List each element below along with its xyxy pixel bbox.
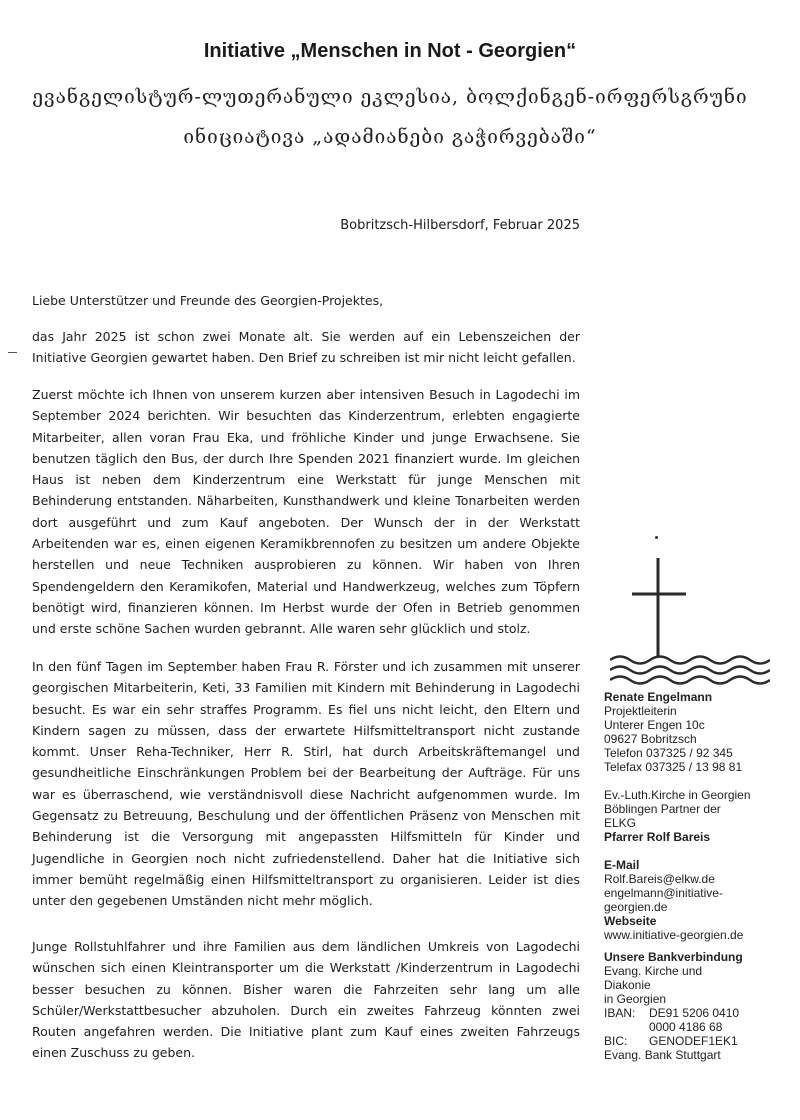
paragraph-families-text: In den fünf Tagen im September haben Frau R. Förster und ich zusammen mit unserer georgischen Mitarbeiterin, Keti, 33 Familien mit Kindern mit Behinderung in Lagodechi besucht. Es war ein sehr straffes Programm. Es fiel uns nicht leicht, den Eltern und Kindern sagen zu müssen, dass der erwartete Hilfsmitteltransport nicht zustande kommt. Unser Reha-Techniker, Herr R. Stirl, hat durch Arbeitskräftemangel und gesundheitliche Einschränkungen Problem bei der Bearbeitung der Aufträge. Für uns war es überraschend, wie verständnisvoll diese Nachricht aufgenommen wurde. Im Gegensatz zu Betreuung, Beschulung und der öffentlichen Präsenz von Menschen mit Behinderung ist die Versorgung mit angepassten Hilfsmitteln für Kinder und Jugendliche in Georgien noch nicht zufriedenstellend. Daher hat die Initiative sich immer bemüht regelmäßig einen Hilfsmitteltransport zu organisieren. Leider ist dies unter den gegebenen Umständen nicht mehr möglich.: [32, 659, 580, 909]
email-heading: E-Mail: [604, 858, 640, 872]
iban-value-1: DE91 5206 0410: [649, 1006, 740, 1020]
salutation-text: Liebe Unterstützer und Freunde des Georgien-Projektes,: [32, 293, 384, 308]
contact-street: Unterer Engen 10c: [604, 718, 705, 732]
bank-line-2: Diakonie: [604, 978, 651, 992]
iban-label: IBAN:: [604, 1006, 636, 1020]
contact-city: 09627 Bobritzsch: [604, 732, 697, 746]
logo-dot: [655, 536, 658, 539]
bic-value: GENODEF1EK1: [649, 1034, 738, 1048]
email-address-2-part-2[interactable]: georgien.de: [604, 900, 668, 914]
cross-waves-icon: [610, 530, 770, 685]
bank-line-3: in Georgien: [604, 992, 667, 1006]
paragraph-visit: [32, 384, 580, 640]
bic-row: [604, 1034, 794, 1048]
bic-label: BIC:: [604, 1034, 628, 1048]
salutation: [32, 290, 580, 311]
iban-row: [604, 1006, 794, 1020]
paragraph-transporter: [32, 936, 580, 1064]
iban-row-2: [604, 1020, 794, 1034]
church-line-3: ELKG: [604, 816, 637, 830]
contact-role: Projektleiterin: [604, 704, 677, 718]
georgian-subtitle-line-1: ევანგელისტურ-ლუთერანული ეკლესია, ბოლქინგენ-ირფერსგრუნი: [32, 86, 748, 108]
iban-value-2: 0000 4186 68: [649, 1020, 723, 1034]
contact-sidebar: [604, 690, 794, 1062]
contact-fax: Telefax 037325 / 13 98 81: [604, 760, 743, 774]
website-heading: Webseite: [604, 914, 657, 928]
paragraph-families: [32, 656, 580, 912]
georgian-subtitle-line-2: ინიციატივა „ადამიანები გაჭირვებაში“: [183, 126, 597, 148]
paragraph-intro-text: das Jahr 2025 ist schon zwei Monate alt. Sie werden auf ein Lebenszeichen der Initiative Georgien gewartet haben. Den Brief zu schreiben ist mir nicht leicht gefallen.: [32, 329, 580, 366]
church-line-1: Ev.-Luth.Kirche in Georgien: [604, 788, 751, 802]
email-address-1[interactable]: Rolf.Bareis@elkw.de: [604, 872, 715, 886]
letter-title: Initiative „Menschen in Not - Georgien“: [203, 40, 577, 62]
email-address-2-part-1[interactable]: engelmann@initiative-: [604, 886, 723, 900]
paragraph-intro: [32, 326, 580, 369]
bank-heading: Unsere Bankverbindung: [604, 950, 743, 964]
cross-on-waves-logo: [610, 530, 770, 685]
church-line-2: Böblingen Partner der: [604, 802, 721, 816]
contact-phone: Telefon 037325 / 92 345: [604, 746, 733, 760]
paragraph-visit-text: Zuerst möchte ich Ihnen von unserem kurzen aber intensiven Besuch in Lagodechi im September 2024 berichten. Wir besuchten das Kinderzentrum, erlebten engagierte Mitarbeiter, allen voran Frau Eka, und fröhliche Kinder und junge Erwachsene. Sie benutzen täglich den Bus, der durch Ihre Spenden 2021 finanziert wurde. Im gleichen Haus ist neben dem Kinderzentrum eine Werkstatt für junge Menschen mit Behinderung entstanden. Näharbeiten, Kunsthandwerk und kleine Tonarbeiten werden dort ausgeführt und zum Kauf angeboten. Der Wunsch der in der Werkstatt Arbeitenden war es, einen eigenen Keramikbrennofen zu besitzen um andere Objekte herstellen und neue Techniken ausprobieren zu können. Wir haben von Ihren Spendengeldern den Keramikofen, Material und Handwerkzeug, welches zum Töpfern benötigt wird, finanzieren können. Im Herbst wurde der Ofen in Betrieb genommen und erste schöne Sachen wurden gebrannt. Alle waren sehr glücklich und stolz.: [32, 387, 580, 637]
bank-name: Evang. Bank Stuttgart: [604, 1048, 721, 1062]
margin-mark: [8, 352, 17, 353]
place-and-date: Bobritzsch-Hilbersdorf, Februar 2025: [340, 218, 580, 233]
bank-line-1: Evang. Kirche und: [604, 964, 703, 978]
contact-name: Renate Engelmann: [604, 690, 713, 704]
paragraph-transporter-text: Junge Rollstuhlfahrer und ihre Familien aus dem ländlichen Umkreis von Lagodechi wünschen sich einen Kleintransporter um die Werkstatt /Kinderzentrum in Lagodechi besser besuchen zu können. Bisher waren die Fahrzeiten sehr lang um alle Schüler/Werkstattbesucher abzuholen. Durch ein zweites Fahrzeug könnten zwei Routen angefahren werden. Die Initiative plant zum Kauf eines zweiten Fahrzeugs einen Zuschuss zu geben.: [32, 939, 580, 1061]
pastor-name: Pfarrer Rolf Bareis: [604, 830, 711, 844]
website-link[interactable]: www.initiative-georgien.de: [604, 928, 744, 942]
